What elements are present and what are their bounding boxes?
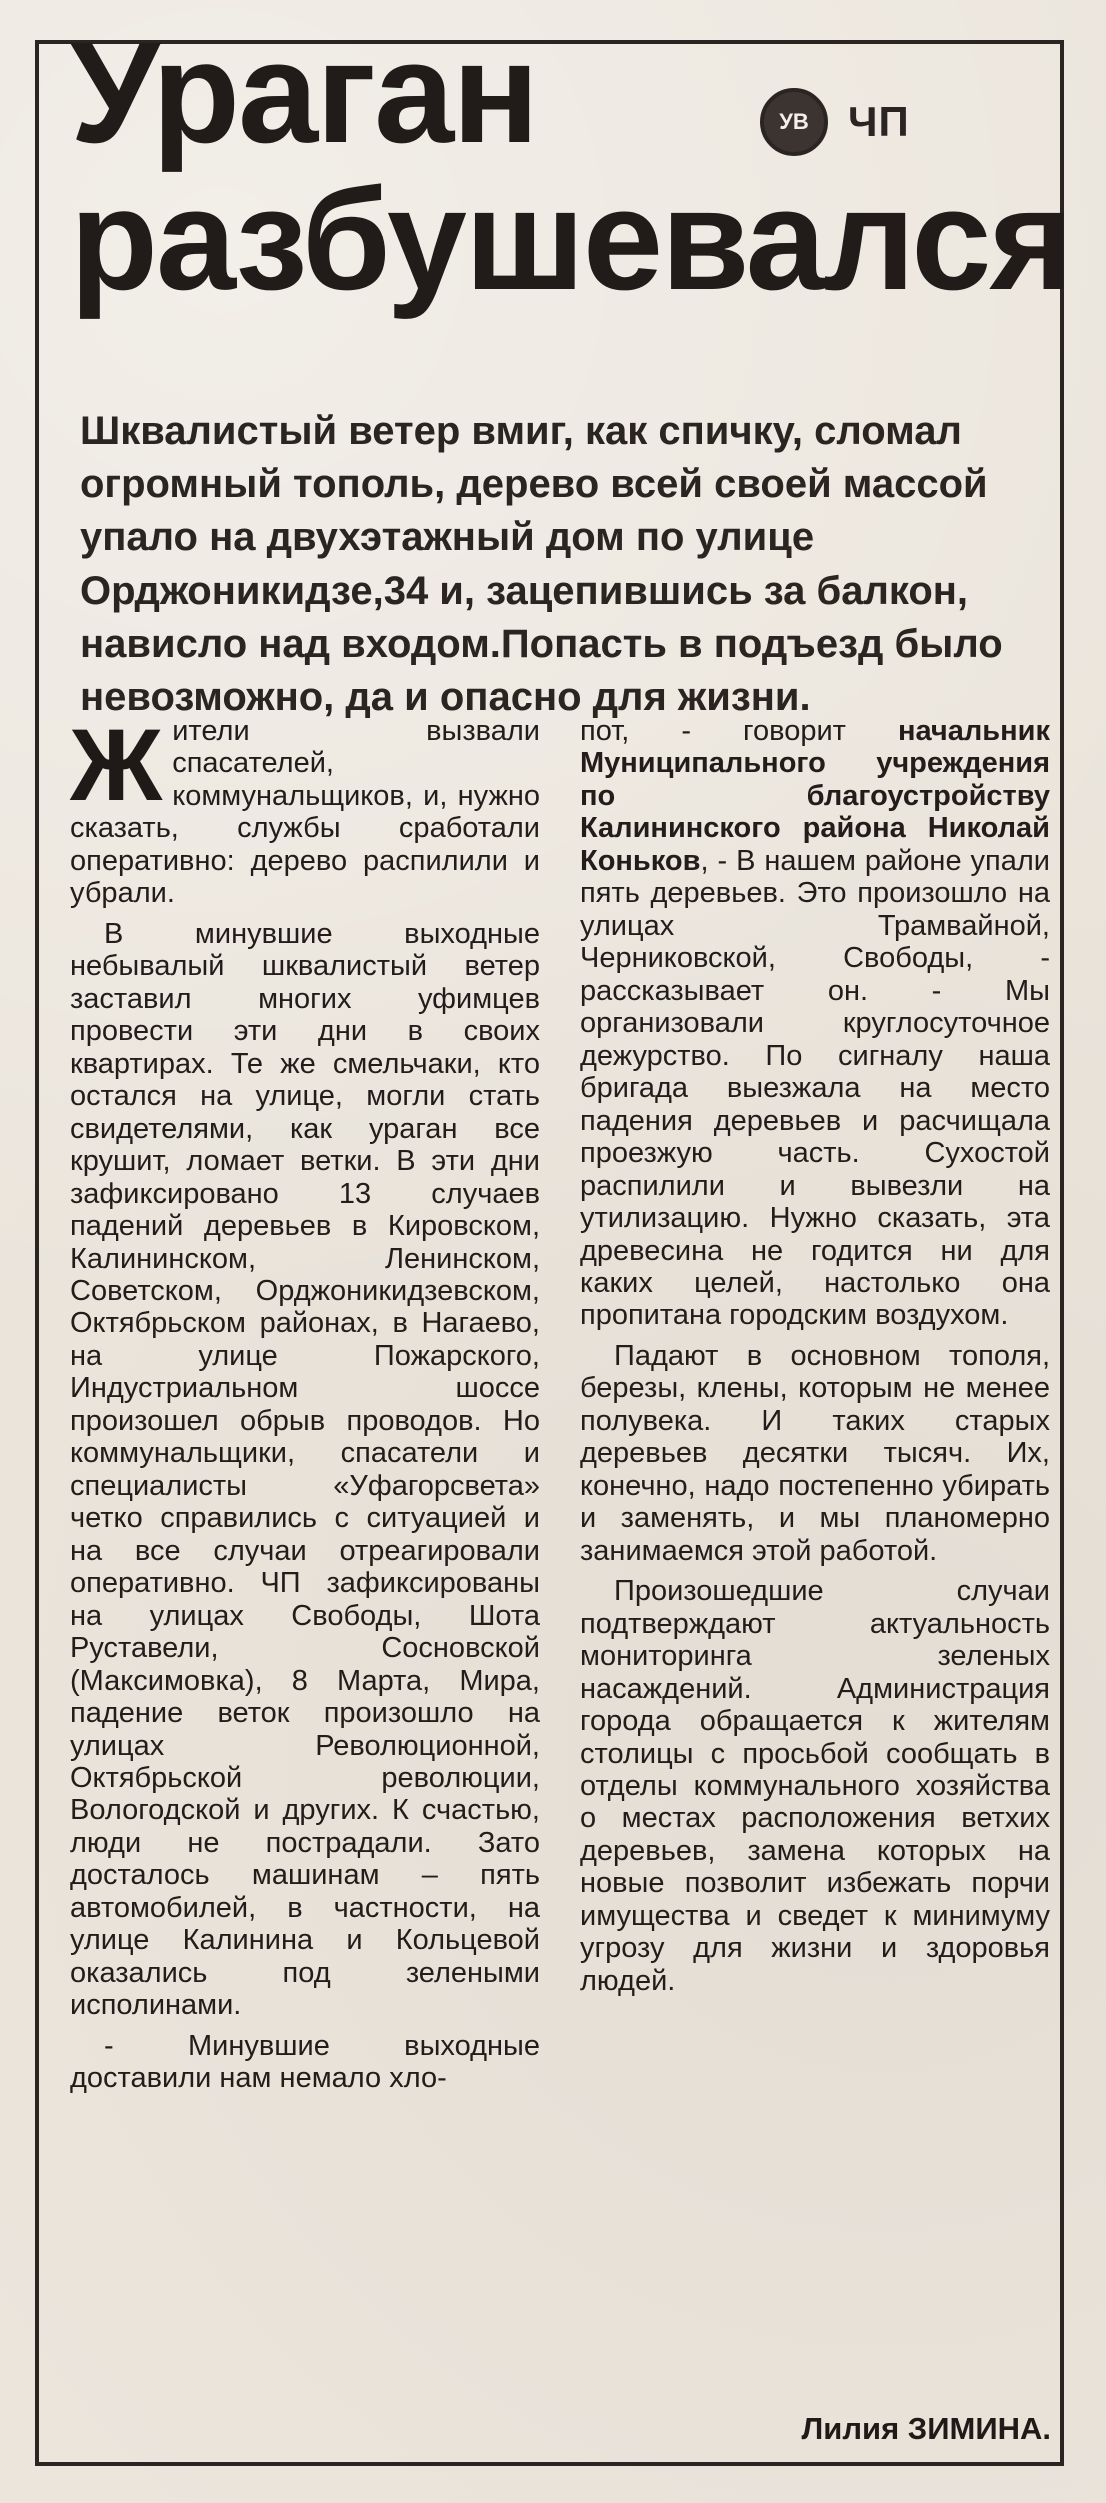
quoted-official: начальник Муниципального учреждения по благоустройству Калининского района Николай Коньков [580, 715, 1050, 877]
right-paragraph-1-rest: , - В нашем районе упали пять деревьев. Это произошло на улицах Трамвайной, Черниковской, Свободы, - рассказывает он. - Мы организовали круглосуточное дежурство. По сигналу наша бригада выезжала на место падения деревьев и расчищала проезжую часть. Сухостой распилили и вывезли на утилизацию. Нужно сказать, эта древесина не годится ни для каких целей, настолько она пропитана городским воздухом. [580, 844, 1050, 1332]
right-column [580, 715, 1050, 2325]
right-paragraph-1-start: пот, - говорит [580, 715, 898, 747]
title-line-2: разбушевался [70, 158, 1072, 320]
author-last-name: ЗИМИНА. [907, 2411, 1051, 2446]
left-paragraph-2: В минувшие выходные небывалый шквалистый ветер заставил многих уфимцев провести эти дни в своих квартирах. Те же смельчаки, кто остался на улице, могли стать свидетелями, как ураган все крушит, ломает ветки. В эти дни зафиксировано 13 случаев падений деревьев в Кировском, Калининском, Ленинском, Советском, Орджоникидзевском, Октябрьском районах, в Нагаево, на улице Пожарского, Индустриальном шоссе произошел обрыв проводов. Но коммунальщики, спасатели и специалисты «Уфагорсвета» четко справились с ситуацией и на все случаи отреагировали оперативно. ЧП зафиксированы на улицах Свободы, Шота Руставели, Сосновской (Максимовка), 8 Марта, Мира, падение веток произошло на улицах Революционной, Октябрьской революции, Вологодской и других. К счастью, люди не пострадали. Зато досталось машинам – пять автомобилей, в частности, на улице Калинина и Кольцевой оказались под зелеными исполинами. [70, 917, 540, 2022]
author-byline [802, 2411, 1051, 2447]
left-paragraph-1 [70, 708, 540, 910]
drop-cap: Ж [70, 708, 163, 822]
right-paragraph-3: Произошедшие случаи подтверждают актуальность мониторинга зеленых насаждений. Администрация города обращается к жителям столицы с просьбой сообщать в отделы коммунального хозяйства о местах расположения ветхих деревьев, замена которых на новые позволит избежать порчи имущества и сведет к минимуму угрозу для жизни и здоровья людей. [580, 1575, 1050, 1997]
section-label: ЧП [848, 98, 910, 145]
left-paragraph-3: - Минувшие выходные доставили нам немало хло- [70, 2029, 540, 2095]
article-columns [70, 708, 1050, 2325]
title-line-1: Ураган [70, 12, 538, 173]
right-paragraph-2: Падают в основном тополя, березы, клены, которым не менее полувека. И таких старых деревьев десятки тысяч. Их, конечно, надо постепенно убирать и заменять, и мы планомерно занимаемся этой работой. [580, 1339, 1050, 1567]
left-paragraph-1-text: ители вызвали спасателей, коммунальщиков, и, нужно сказать, службы сработали оперативно: дерево распилили и убрали. [70, 715, 540, 910]
uv-logo-icon: УВ [760, 88, 828, 156]
section-badge [760, 88, 910, 156]
lead-paragraph: Шквалистый ветер вмиг, как спичку, сломал огромный тополь, дерево всей своей массой упало на двухэтажный дом по улице Орджоникидзе,34 и, зацепившись за балкон, нависло над входом.Попасть в подъезд было невозможно, да и опасно для жизни. [80, 409, 1003, 719]
left-column [70, 708, 540, 2325]
author-first-name: Лилия [801, 2411, 900, 2446]
right-paragraph-1 [580, 715, 1050, 1332]
article-title [70, 12, 1072, 320]
